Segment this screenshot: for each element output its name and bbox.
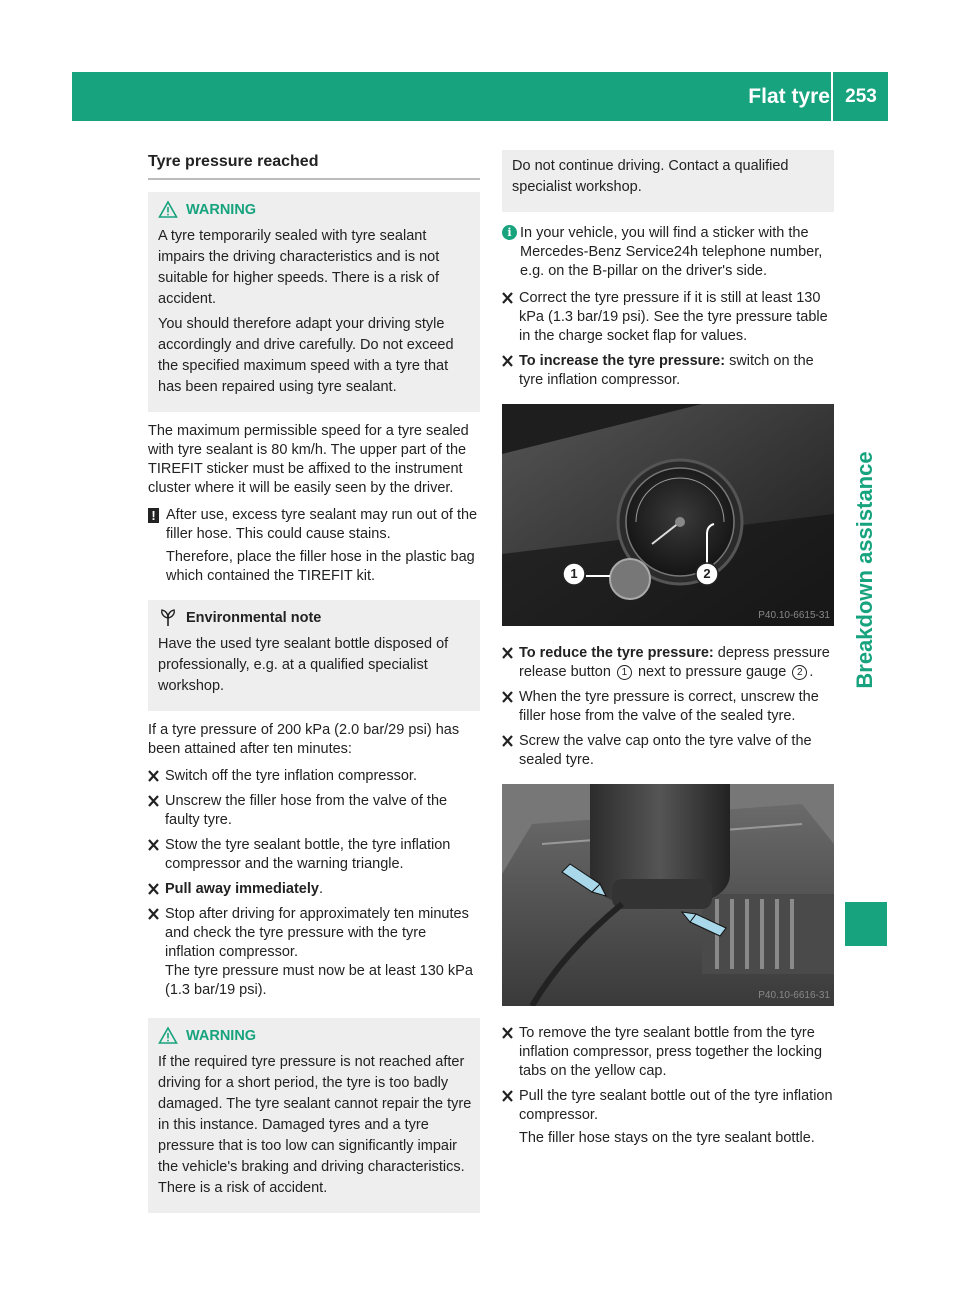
figure-code: P40.10-6615-31 <box>758 610 830 621</box>
list-item-text: Switch off the tyre inflation compressor. <box>165 768 417 784</box>
list-item-text: Unscrew the filler hose from the valve of the faulty tyre. <box>165 793 448 828</box>
list-item-text: switch on the tyre inflation compressor. <box>519 353 814 388</box>
gray-box <box>502 150 834 212</box>
info-note <box>502 224 834 281</box>
list-item-bold: To reduce the tyre pressure: <box>519 645 714 661</box>
list-item <box>502 352 834 390</box>
list-item <box>148 767 480 786</box>
chapter-tab <box>845 410 885 730</box>
step-marker-icon <box>148 908 159 920</box>
step-marker-icon <box>148 795 159 807</box>
step-marker-icon <box>502 691 513 703</box>
list-item-text: . <box>318 881 323 897</box>
figure-code: P40.10-6616-31 <box>758 990 830 1001</box>
list-item-text: To remove the tyre sealant bottle from the tyre inflation compressor, press together the locking tabs on the yellow cap. <box>519 1025 823 1079</box>
warning-triangle-icon <box>158 200 178 220</box>
step-marker-icon <box>148 770 159 782</box>
list-item <box>502 644 834 682</box>
callout-ref-1: 1 <box>617 665 632 680</box>
environmental-note-text: Have the used tyre sealant bottle disposed of professionally, e.g. at a qualified specialist workshop. <box>158 636 449 694</box>
warning-triangle-icon <box>158 1026 178 1046</box>
paragraph: The maximum permissible speed for a tyre sealed with tyre sealant is 80 km/h. The upper part of the TIREFIT sticker must be affixed to the instrument cluster where it will be easily seen by the driver. <box>148 423 469 496</box>
list-item <box>502 289 834 346</box>
list-item <box>502 1024 834 1081</box>
environmental-note-label: Environmental note <box>186 609 322 626</box>
list-item <box>502 688 834 726</box>
warning-header <box>158 200 472 220</box>
list-item <box>148 905 480 1000</box>
warning-text: If the required tyre pressure is not reached after driving for a short period, the tyre is too badly damaged. The tyre sealant cannot repair the tyre in this instance. Damaged tyres and a tyre pressure that is too low can significantly impair the vehicle's braking and driving characteristics. There is a risk of accident. <box>158 1054 472 1196</box>
list-item-text: Stop after driving for approximately ten minutes and check the tyre pressure with the tyre inflation compressor. <box>165 906 469 960</box>
list-item <box>148 836 480 874</box>
list-item-text: Stow the tyre sealant bottle, the tyre inflation compressor and the warning triangle. <box>165 837 451 872</box>
list-item-text: Screw the valve cap onto the tyre valve of the sealed tyre. <box>519 733 812 768</box>
step-marker-icon <box>148 839 159 851</box>
paragraph: If a tyre pressure of 200 kPa (2.0 bar/29 psi) has been attained after ten minutes: <box>148 722 460 757</box>
chapter-label: Breakdown assistance <box>852 451 877 689</box>
list-item-subtext: The tyre pressure must now be at least 130 kPa (1.3 bar/19 psi). <box>165 963 473 998</box>
header-divider <box>831 72 833 121</box>
sealant-bottle-figure <box>502 784 834 1006</box>
list-item-bold: Pull away immediately <box>165 881 319 897</box>
section-title: Flat tyre <box>748 85 830 108</box>
sealant-bottle-illustration <box>502 784 834 1006</box>
environmental-note-box <box>148 600 480 711</box>
warning-label: WARNING <box>186 201 257 218</box>
chapter-marker <box>845 902 887 946</box>
list-item <box>148 880 480 899</box>
step-marker-icon <box>502 1090 513 1102</box>
list-item-text: Correct the tyre pressure if it is still at least 130 kPa (1.3 bar/19 psi). See the tyre pressure table in the charge socket flap for values. <box>519 290 828 344</box>
page-number: 253 <box>845 86 877 107</box>
list-item-bold: To increase the tyre pressure: <box>519 353 726 369</box>
step-marker-icon <box>502 292 513 304</box>
warning-header <box>158 1026 472 1046</box>
pressure-gauge-figure <box>502 404 834 626</box>
step-marker-icon <box>148 883 159 895</box>
compressor-gauge-illustration <box>502 404 834 626</box>
list-item-text: depress pressure release button <box>519 645 830 680</box>
exclamation-icon: ! <box>148 508 159 523</box>
list-item-text: Pull the tyre sealant bottle out of the tyre inflation compressor. <box>519 1088 833 1123</box>
warning-box <box>148 1018 480 1213</box>
gray-box-text: Do not continue driving. Contact a qualified specialist workshop. <box>512 158 789 195</box>
notice <box>148 506 480 586</box>
list-item-text: . <box>809 664 814 680</box>
list-item-subtext: The filler hose stays on the tyre sealant bottle. <box>519 1130 815 1146</box>
step-marker-icon <box>502 355 513 367</box>
step-marker-icon <box>502 735 513 747</box>
left-column <box>148 150 480 1223</box>
info-text: In your vehicle, you will find a sticker with the Mercedes-Benz Service24h telephone number, e.g. on the B-pillar on the driver's side. <box>520 225 823 279</box>
step-marker-icon <box>502 1027 513 1039</box>
environmental-note-header <box>158 608 472 628</box>
callout-1: 1 <box>570 566 578 581</box>
callout-ref-2: 2 <box>792 665 807 680</box>
right-column <box>502 150 834 1154</box>
info-icon: i <box>502 225 517 240</box>
list-item <box>502 1087 834 1148</box>
heading: Tyre pressure reached <box>148 150 480 180</box>
warning-text: You should therefore adapt your driving style accordingly and drive carefully. Do not exceed the specified maximum speed with a tyre that has been repaired using tyre sealant. <box>158 316 454 395</box>
list-item <box>148 792 480 830</box>
step-marker-icon <box>502 647 513 659</box>
callout-2: 2 <box>703 566 711 581</box>
list-item-text: next to pressure gauge <box>633 664 791 680</box>
list-item-text: When the tyre pressure is correct, unscrew the filler hose from the valve of the sealed tyre. <box>519 689 819 724</box>
plant-icon <box>158 608 178 628</box>
warning-label: WARNING <box>186 1027 257 1044</box>
notice-text: After use, excess tyre sealant may run out of the filler hose. This could cause stains. <box>166 507 478 542</box>
list-item <box>502 732 834 770</box>
warning-box <box>148 192 480 412</box>
notice-text: Therefore, place the filler hose in the plastic bag which contained the TIREFIT kit. <box>166 549 475 584</box>
warning-text: A tyre temporarily sealed with tyre sealant impairs the driving characteristics and is not suitable for higher speeds. There is a risk of accident. <box>158 228 440 307</box>
